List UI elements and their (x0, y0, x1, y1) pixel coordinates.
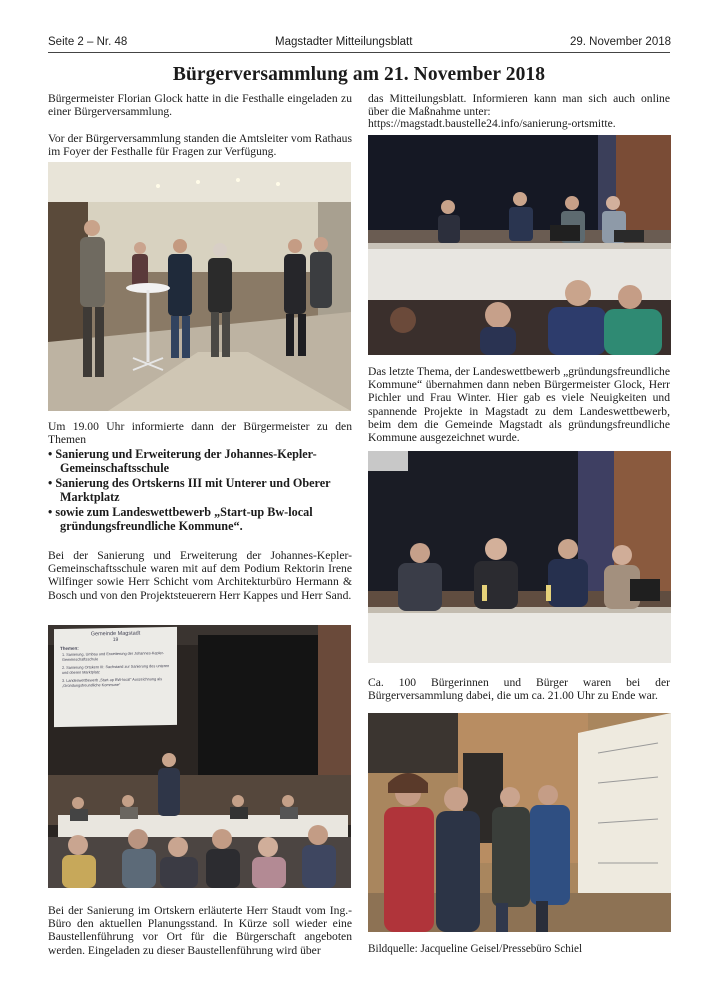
left-paragraph-5: Bei der Sanierung im Ortskern erläuterte Herr Staudt vom Ing.-Büro den aktuellen Planungsstand. In Kürze soll wieder eine Baustellenführung vor Ort für die Bürgerschaft angeboten werden. Eingeladen zu dieser Baustellenführung wird über (48, 904, 352, 957)
topics-list (48, 448, 353, 534)
photo-hall-presentation (48, 625, 351, 888)
url-link[interactable]: https://magstadt.baustelle24.info/sanierung-ortsmitte. (368, 117, 616, 130)
left-paragraph-4: Bei der Sanierung und Erweiterung der Johannes-Kepler-Gemeinschaftsschule waren mit auf dem Podium Rektorin Irene Wilfinger sowie Herr Schicht vom Architekturbüro Hermann & Bosch und von den Projektsteuerern Herr Kappes und Herr Sand. (48, 549, 352, 602)
slide-number: 19 (112, 636, 119, 644)
photo-plans-viewing (368, 713, 671, 932)
left-paragraph-3: Um 19.00 Uhr informierte dann der Bürgermeister zu den Themen (48, 420, 352, 447)
topic-item: • Sanierung und Erweiterung der Johannes-Kepler-Gemeinschaftsschule (48, 447, 317, 475)
topic-item: • sowie zum Landeswettbewerb „Start-up Bw-local gründungsfreundliche Kommune“. (48, 505, 313, 533)
photo-foyer (48, 162, 351, 411)
photo-credit: Bildquelle: Jacqueline Geisel/Pressebüro Schiel (368, 943, 583, 955)
photo-competition-panel (368, 451, 671, 663)
left-paragraph-2: Vor der Bürgerversammlung standen die Amtsleiter vom Rathaus im Foyer der Festhalle für Fragen zur Verfügung. (48, 132, 352, 159)
right-paragraph-2: Das letzte Thema, der Landeswettbewerb „gründungsfreundliche Kommune“ übernahmen dann neben Bürgermeister Glock, Herr Pichler und Frau Winter. Hier gab es viele Neuigkeiten und spannende Projekte in Magstadt zu dem Landeswettbewerb, beim dem die Gemeinde Magstadt als gründungsfreundliche Kommune ausgezeichnet wurde. (368, 365, 670, 445)
right-paragraph-3: Ca. 100 Bürgerinnen und Bürger waren bei der Bürgerversammlung dabei, die um ca. 21.00 Uhr zu Ende war. (368, 676, 670, 703)
projected-slide (54, 627, 177, 727)
photo-podium-panel (368, 135, 671, 355)
slide-title: Gemeinde Magstadt (90, 630, 141, 638)
slide-item: 2. Sanierung Ortskern III: Sachstand zur Sanierung des unteren und oberen Marktplatz (62, 664, 170, 675)
slide-item: 3. Landeswettbewerb „Start-up BW-local“ Auszeichnung als „Gründungsfreundliche Kommune“ (62, 677, 162, 688)
left-paragraph-1: Bürgermeister Florian Glock hatte in die Festhalle eingeladen zu einer Bürgerversammlung. (48, 92, 352, 119)
header-publication: Magstadter Mitteilungsblatt (275, 36, 413, 48)
article-title: Bürgerversammlung am 21. November 2018 (172, 64, 546, 85)
header-page-number: Seite 2 – Nr. 48 (48, 36, 128, 48)
slide-item: 1. Sanierung, Umbau und Erweiterung der Johannes-Kepler-Gemeinschaftsschule (62, 651, 165, 662)
right-paragraph-1: das Mitteilungsblatt. Informieren kann man sich auch online über die Maßnahme unter: (368, 92, 670, 119)
header-rule (48, 52, 670, 53)
header-date: 29. November 2018 (570, 36, 672, 48)
slide-heading: Themen: (60, 645, 79, 651)
topic-item: • Sanierung des Ortskerns III mit Unterer und Oberer Marktplatz (48, 476, 331, 504)
